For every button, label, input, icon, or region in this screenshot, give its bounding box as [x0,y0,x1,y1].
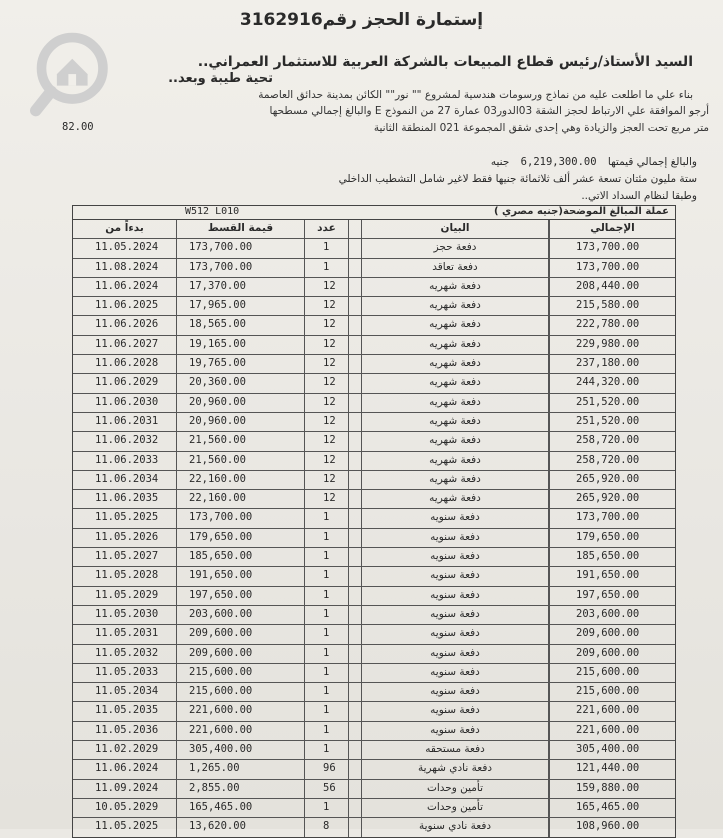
cell-total: 265,920.00 [549,490,675,508]
table-row [73,509,675,528]
cell-installment: 13,620.00 [177,818,305,836]
table-row [73,336,675,355]
cell-total: 251,520.00 [549,413,675,431]
cell-installment: 19,765.00 [177,355,305,373]
cell-start-date: 11.09.2024 [73,780,177,798]
cell-start-date: 11.05.2029 [73,587,177,605]
cell-total: 165,465.00 [549,799,675,817]
cell-count: 12 [305,278,349,296]
cell-count: 8 [305,818,349,836]
table-row [73,780,675,799]
cell-start-date: 11.02.2029 [73,741,177,759]
table-row [73,683,675,702]
cell-count: 1 [305,625,349,643]
payment-intro: وطبقا لنظام السداد الاتي.. [581,190,697,202]
cell-description: دفعة شهريه [361,394,549,412]
cell-installment: 21,560.00 [177,452,305,470]
table-row [73,413,675,432]
table-row [73,471,675,490]
cell-description: دفعة شهريه [361,316,549,334]
cell-description: دفعة سنويه [361,548,549,566]
cell-total: 173,700.00 [549,239,675,257]
cell-count: 1 [305,683,349,701]
cell-count: 1 [305,799,349,817]
cell-total: 191,650.00 [549,567,675,585]
cell-installment: 215,600.00 [177,664,305,682]
table-row [73,297,675,316]
cell-installment: 185,650.00 [177,548,305,566]
cell-total: 229,980.00 [549,336,675,354]
cell-count: 12 [305,452,349,470]
cell-description: تأمين وحدات [361,780,549,798]
table-row [73,239,675,258]
cell-description: دفعة سنويه [361,606,549,624]
cell-total: 221,600.00 [549,722,675,740]
cell-installment: 305,400.00 [177,741,305,759]
cell-start-date: 11.05.2035 [73,702,177,720]
cell-start-date: 11.06.2035 [73,490,177,508]
table-row [73,799,675,818]
cell-count: 12 [305,432,349,450]
cell-installment: 22,160.00 [177,471,305,489]
cell-start-date: 11.05.2025 [73,509,177,527]
cell-count: 1 [305,548,349,566]
cell-count: 1 [305,529,349,547]
cell-description: دفعة شهريه [361,355,549,373]
unit-codes: W512 L010 [185,206,240,217]
table-row [73,760,675,779]
cell-installment: 165,465.00 [177,799,305,817]
table-row [73,316,675,335]
cell-start-date: 11.05.2027 [73,548,177,566]
total-label: والبالغ إجمالي قيمتها [607,156,697,168]
col-header-count: عدد [305,220,349,238]
cell-start-date: 11.05.2036 [73,722,177,740]
table-row [73,606,675,625]
cell-start-date: 11.05.2031 [73,625,177,643]
cell-description: دفعة سنويه [361,529,549,547]
total-amount: 6,219,300.00 [520,156,597,168]
cell-description: دفعة نادي سنوية [361,818,549,836]
cell-installment: 179,650.00 [177,529,305,547]
cell-description: دفعة سنويه [361,509,549,527]
paragraph-line-2: أرجو الموافقة علي الارتباط لحجز الشقة 03الدور03 عمارة 27 من النموذج E والبالغ إجمالي مسطحها [269,105,709,117]
cell-description: دفعة سنويه [361,702,549,720]
cell-start-date: 11.05.2025 [73,818,177,836]
cell-total: 173,700.00 [549,259,675,277]
greeting-line: تحية طيبة وبعد.. [168,71,273,86]
cell-count: 1 [305,722,349,740]
cell-total: 222,780.00 [549,316,675,334]
cell-start-date: 11.05.2033 [73,664,177,682]
table-row [73,818,675,836]
table-row [73,374,675,393]
cell-count: 12 [305,394,349,412]
cell-description: دفعة تعاقد [361,259,549,277]
col-header-total: الإجمالي [549,220,675,238]
cell-description: تأمين وحدات [361,799,549,817]
cell-start-date: 11.06.2026 [73,316,177,334]
cell-start-date: 11.06.2027 [73,336,177,354]
cell-installment: 22,160.00 [177,490,305,508]
cell-installment: 209,600.00 [177,645,305,663]
cell-description: دفعة سنويه [361,587,549,605]
cell-total: 305,400.00 [549,741,675,759]
table-row [73,567,675,586]
cell-start-date: 11.06.2031 [73,413,177,431]
table-header-row [73,220,675,239]
currency-word: جنيه [490,156,510,168]
cell-installment: 19,165.00 [177,336,305,354]
cell-description: دفعة سنويه [361,722,549,740]
cell-installment: 191,650.00 [177,567,305,585]
table-row [73,490,675,509]
table-caption [73,206,675,220]
cell-count: 12 [305,355,349,373]
cell-installment: 2,855.00 [177,780,305,798]
cell-count: 12 [305,336,349,354]
cell-total: 244,320.00 [549,374,675,392]
cell-count: 56 [305,780,349,798]
addressee-line: السيد الأستاذ/رئيس قطاع المبيعات بالشركة العربية للاستثمار العمراني.. [197,54,693,70]
cell-description: دفعة سنويه [361,625,549,643]
cell-description: دفعة سنويه [361,683,549,701]
cell-count: 1 [305,645,349,663]
cell-installment: 17,965.00 [177,297,305,315]
cell-count: 1 [305,587,349,605]
paragraph-line-3: متر مربع تحت العجز والزيادة وهي إحدى شقق المجموعة 021 المنطقة الثانية [373,122,709,134]
cell-total: 251,520.00 [549,394,675,412]
cell-total: 121,440.00 [549,760,675,778]
cell-start-date: 11.06.2034 [73,471,177,489]
cell-count: 1 [305,259,349,277]
cell-total: 179,650.00 [549,529,675,547]
cell-total: 215,600.00 [549,683,675,701]
cell-description: دفعة نادي شهرية [361,760,549,778]
cell-count: 1 [305,239,349,257]
cell-total: 215,580.00 [549,297,675,315]
cell-installment: 197,650.00 [177,587,305,605]
table-row [73,278,675,297]
cell-installment: 173,700.00 [177,239,305,257]
cell-total: 197,650.00 [549,587,675,605]
table-row [73,355,675,374]
table-row [73,548,675,567]
table-row [73,587,675,606]
cell-total: 108,960.00 [549,818,675,836]
cell-total: 209,600.00 [549,645,675,663]
cell-total: 258,720.00 [549,432,675,450]
paragraph-line-1: بناء علي ما اطلعت عليه من نماذج ورسومات هندسية لمشروع "" نور"" الكائن بمدينة حدائق العاصمة [258,89,693,101]
table-body [73,239,675,836]
table-row [73,625,675,644]
table-row [73,702,675,721]
cell-total: 258,720.00 [549,452,675,470]
col-header-description: البيان [361,220,549,238]
payment-schedule-table [72,205,676,838]
cell-installment: 21,560.00 [177,432,305,450]
cell-total: 208,440.00 [549,278,675,296]
cell-installment: 209,600.00 [177,625,305,643]
cell-total: 185,650.00 [549,548,675,566]
cell-total: 265,920.00 [549,471,675,489]
cell-count: 12 [305,413,349,431]
area-value: 82.00 [62,121,94,133]
table-row [73,529,675,548]
cell-start-date: 11.05.2026 [73,529,177,547]
cell-installment: 20,960.00 [177,413,305,431]
cell-count: 96 [305,760,349,778]
cell-start-date: 11.08.2024 [73,259,177,277]
cell-start-date: 10.05.2029 [73,799,177,817]
cell-installment: 173,700.00 [177,259,305,277]
cell-installment: 221,600.00 [177,702,305,720]
cell-installment: 20,360.00 [177,374,305,392]
cell-start-date: 11.06.2033 [73,452,177,470]
cell-installment: 203,600.00 [177,606,305,624]
cell-start-date: 11.05.2034 [73,683,177,701]
cell-total: 237,180.00 [549,355,675,373]
cell-start-date: 11.05.2030 [73,606,177,624]
cell-total: 209,600.00 [549,625,675,643]
cell-start-date: 11.06.2028 [73,355,177,373]
cell-total: 173,700.00 [549,509,675,527]
total-value-line [491,156,697,168]
cell-total: 215,600.00 [549,664,675,682]
cell-start-date: 11.06.2025 [73,297,177,315]
cell-start-date: 11.06.2024 [73,278,177,296]
cell-count: 12 [305,490,349,508]
cell-total: 203,600.00 [549,606,675,624]
cell-count: 1 [305,702,349,720]
cell-description: دفعة سنويه [361,664,549,682]
cell-start-date: 11.06.2032 [73,432,177,450]
total-in-words: ستة مليون مئتان تسعة عشر ألف ثلاثمائة جنيها فقط لاغير شامل التشطيب الداخلي [338,173,697,185]
cell-total: 221,600.00 [549,702,675,720]
cell-start-date: 11.05.2032 [73,645,177,663]
cell-count: 12 [305,374,349,392]
table-row [73,645,675,664]
cell-count: 1 [305,741,349,759]
cell-description: دفعة شهريه [361,374,549,392]
currency-header: عملة المبالغ الموضحة(جنيه مصري ) [493,206,669,217]
cell-start-date: 11.06.2024 [73,760,177,778]
house-search-watermark-icon [30,28,126,124]
cell-installment: 173,700.00 [177,509,305,527]
table-row [73,394,675,413]
cell-count: 1 [305,606,349,624]
cell-total: 159,880.00 [549,780,675,798]
cell-description: دفعة حجز [361,239,549,257]
cell-start-date: 11.06.2029 [73,374,177,392]
cell-count: 1 [305,509,349,527]
cell-count: 1 [305,664,349,682]
cell-installment: 215,600.00 [177,683,305,701]
cell-description: دفعة شهريه [361,278,549,296]
cell-count: 12 [305,471,349,489]
cell-installment: 221,600.00 [177,722,305,740]
cell-description: دفعة شهريه [361,452,549,470]
cell-description: دفعة شهريه [361,471,549,489]
cell-start-date: 11.05.2028 [73,567,177,585]
col-header-start: بدءاً من [73,220,177,238]
cell-count: 1 [305,567,349,585]
cell-description: دفعة شهريه [361,413,549,431]
cell-installment: 18,565.00 [177,316,305,334]
table-row [73,722,675,741]
cell-description: دفعة شهريه [361,432,549,450]
cell-installment: 1,265.00 [177,760,305,778]
cell-start-date: 11.05.2024 [73,239,177,257]
table-row [73,259,675,278]
table-row [73,452,675,471]
cell-start-date: 11.06.2030 [73,394,177,412]
cell-installment: 20,960.00 [177,394,305,412]
cell-description: دفعة شهريه [361,336,549,354]
cell-description: دفعة شهريه [361,297,549,315]
cell-description: دفعة شهريه [361,490,549,508]
table-row [73,432,675,451]
form-title: إستمارة الحجز رقم3162916 [239,10,484,30]
cell-description: دفعة سنويه [361,645,549,663]
cell-installment: 17,370.00 [177,278,305,296]
col-header-installment: قيمة القسط [177,220,305,238]
cell-count: 12 [305,316,349,334]
cell-count: 12 [305,297,349,315]
table-row [73,741,675,760]
cell-description: دفعة مستحقه [361,741,549,759]
table-row [73,664,675,683]
cell-description: دفعة سنويه [361,567,549,585]
